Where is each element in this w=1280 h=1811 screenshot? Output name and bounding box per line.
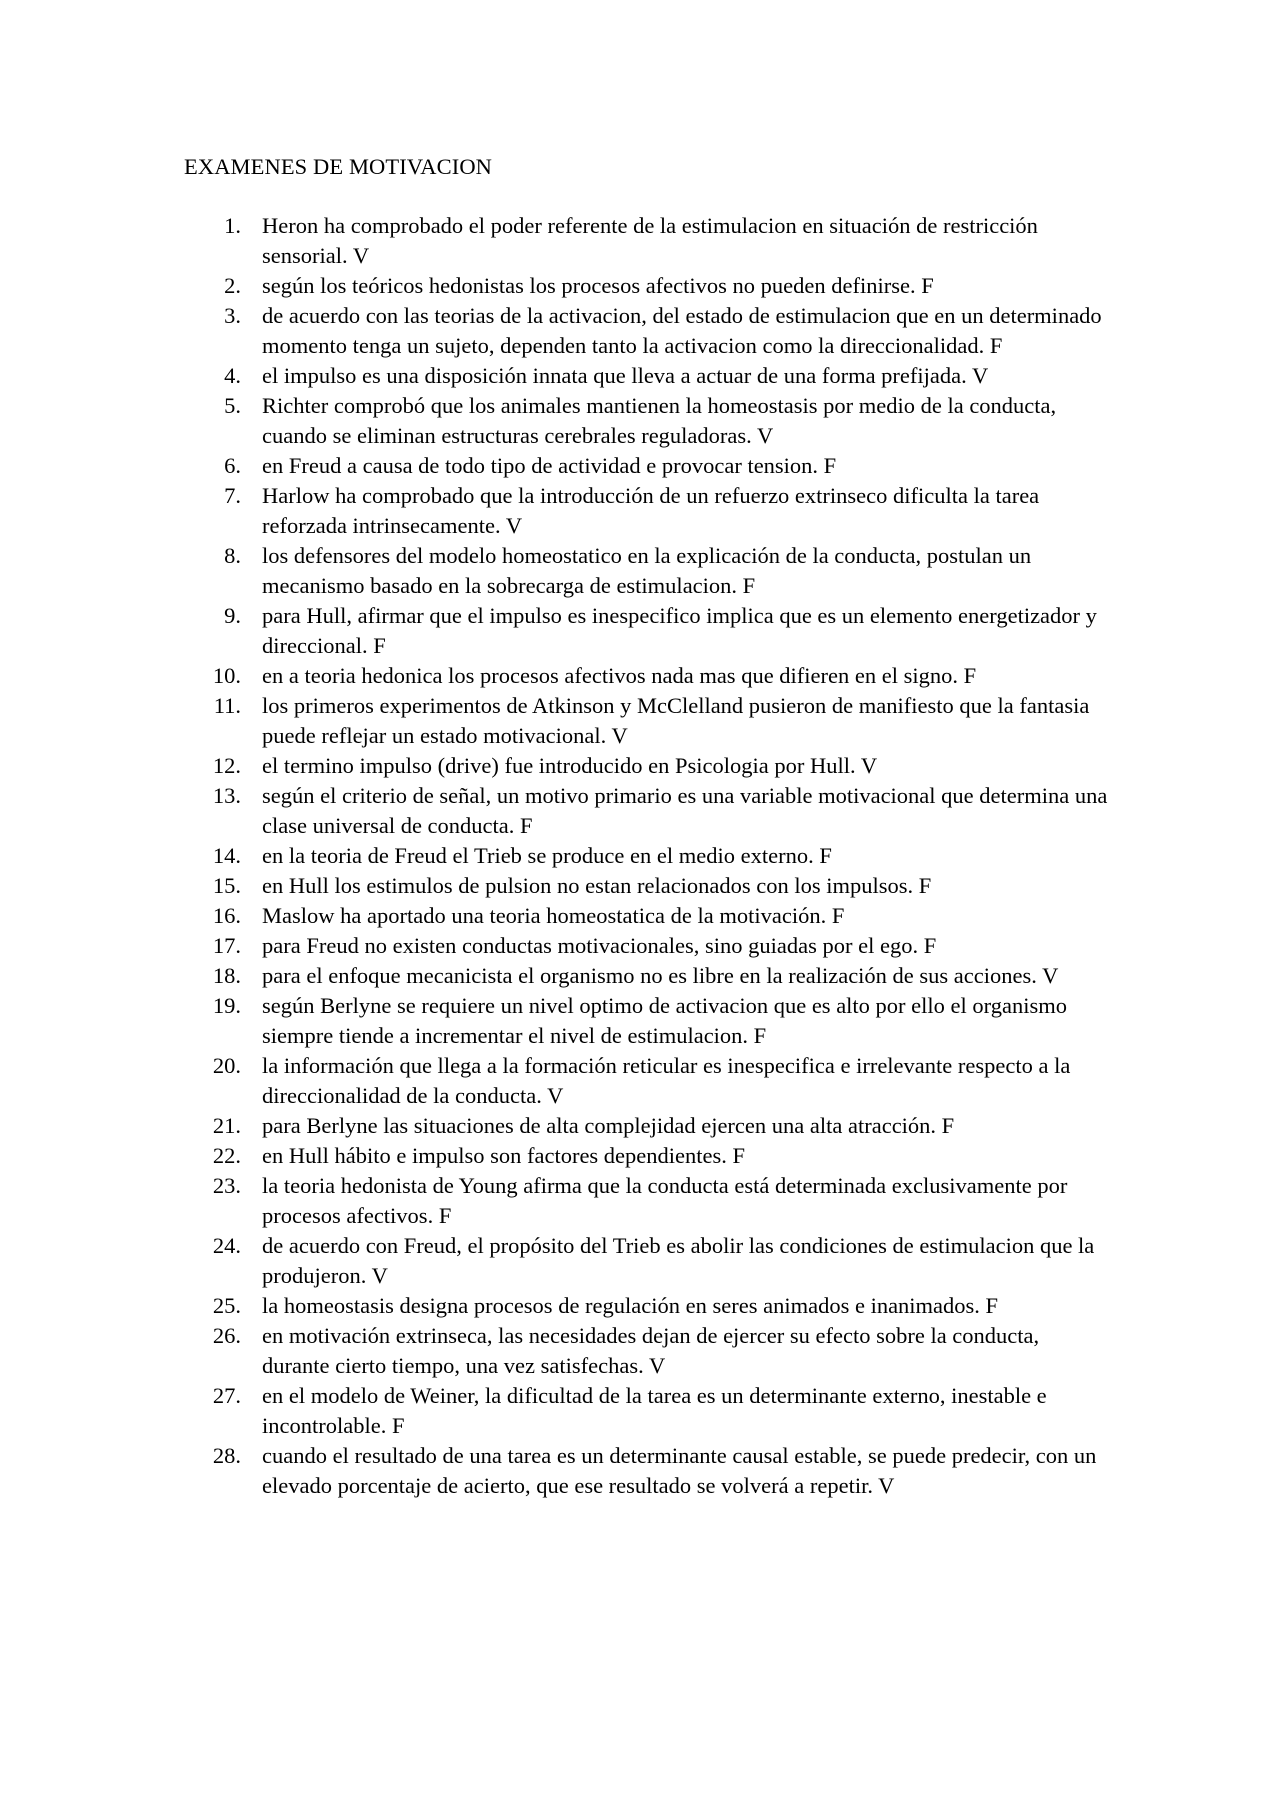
question-text: para Freud no existen conductas motivacionales, sino guiadas por el ego. F [262, 933, 937, 958]
question-item [0, 391, 1280, 451]
question-number: 10. [212, 663, 241, 688]
question-text: la información que llega a la formación reticular es inespecifica e irrelevante respecto a la direccionalidad de la conducta. V [262, 1053, 1071, 1108]
question-number: 7. [224, 483, 241, 508]
question-item [0, 211, 1280, 271]
question-text: para Hull, afirmar que el impulso es inespecifico implica que es un elemento energetizador y direccional. F [262, 603, 1097, 658]
question-number: 18. [212, 963, 241, 988]
question-item [0, 871, 1280, 901]
question-number: 13. [212, 783, 241, 808]
question-number: 15. [212, 873, 241, 898]
question-item [0, 301, 1280, 361]
question-item [0, 541, 1280, 601]
question-text: según el criterio de señal, un motivo primario es una variable motivacional que determina una clase universal de conducta. F [262, 783, 1108, 838]
document-title: EXAMENES DE MOTIVACION [184, 154, 493, 179]
question-item [0, 1111, 1280, 1141]
question-item [0, 451, 1280, 481]
question-text: los defensores del modelo homeostatico en la explicación de la conducta, postulan un mecanismo basado en la sobrecarga de estimulacion. F [262, 543, 1032, 598]
question-text: Richter comprobó que los animales mantienen la homeostasis por medio de la conducta, cuando se eliminan estructuras cerebrales reguladoras. V [262, 393, 1057, 448]
question-item [0, 991, 1280, 1051]
question-text: el impulso es una disposición innata que lleva a actuar de una forma prefijada. V [262, 363, 989, 388]
question-number: 4. [224, 363, 241, 388]
question-text: según los teóricos hedonistas los procesos afectivos no pueden definirse. F [262, 273, 934, 298]
question-number: 26. [212, 1323, 241, 1348]
question-item [0, 841, 1280, 871]
question-number: 16. [212, 903, 241, 928]
question-text: cuando el resultado de una tarea es un determinante causal estable, se puede predecir, con un elevado porcentaje de acierto, que ese resultado se volverá a repetir. V [262, 1443, 1097, 1498]
question-item [0, 661, 1280, 691]
question-text: para el enfoque mecanicista el organismo no es libre en la realización de sus acciones. V [262, 963, 1059, 988]
question-item [0, 751, 1280, 781]
question-text: el termino impulso (drive) fue introducido en Psicologia por Hull. V [262, 753, 878, 778]
question-number: 11. [213, 693, 241, 718]
question-item [0, 901, 1280, 931]
question-text: Heron ha comprobado el poder referente de la estimulacion en situación de restricción sensorial. V [262, 213, 1038, 268]
question-number: 25. [212, 1293, 241, 1318]
question-text: en Hull hábito e impulso son factores dependientes. F [262, 1143, 746, 1168]
question-number: 22. [212, 1143, 241, 1168]
question-item [0, 961, 1280, 991]
question-item [0, 691, 1280, 751]
question-number: 3. [224, 303, 241, 328]
question-item [0, 1051, 1280, 1111]
question-text: de acuerdo con las teorias de la activacion, del estado de estimulacion que en un determinado momento tenga un sujeto, dependen tanto la activacion como la direccionalidad. F [262, 303, 1102, 358]
question-number: 28. [212, 1443, 241, 1468]
question-number: 9. [224, 603, 241, 628]
question-number: 27. [212, 1383, 241, 1408]
question-item [0, 1321, 1280, 1381]
question-item [0, 1141, 1280, 1171]
question-number: 17. [212, 933, 241, 958]
question-item [0, 1231, 1280, 1291]
question-number: 2. [224, 273, 241, 298]
question-item [0, 1441, 1280, 1501]
question-item [0, 1171, 1280, 1231]
question-text: en Freud a causa de todo tipo de actividad e provocar tension. F [262, 453, 837, 478]
question-text: en a teoria hedonica los procesos afectivos nada mas que difieren en el signo. F [262, 663, 977, 688]
question-number: 21. [212, 1113, 241, 1138]
question-number: 20. [212, 1053, 241, 1078]
question-number: 19. [212, 993, 241, 1018]
question-text: en Hull los estimulos de pulsion no estan relacionados con los impulsos. F [262, 873, 932, 898]
question-text: la homeostasis designa procesos de regulación en seres animados e inanimados. F [262, 1293, 999, 1318]
question-item [0, 361, 1280, 391]
question-text: la teoria hedonista de Young afirma que la conducta está determinada exclusivamente por procesos afectivos. F [262, 1173, 1068, 1228]
question-item [0, 481, 1280, 541]
question-text: según Berlyne se requiere un nivel optimo de activacion que es alto por ello el organismo siempre tiende a incrementar el nivel de estimulacion. F [262, 993, 1067, 1048]
question-text: Maslow ha aportado una teoria homeostatica de la motivación. F [262, 903, 845, 928]
question-item [0, 1291, 1280, 1321]
question-number: 14. [212, 843, 241, 868]
question-number: 6. [224, 453, 241, 478]
question-text: los primeros experimentos de Atkinson y McClelland pusieron de manifiesto que la fantasia puede reflejar un estado motivacional. V [262, 693, 1090, 748]
question-number: 24. [212, 1233, 241, 1258]
question-item [0, 781, 1280, 841]
question-text: en el modelo de Weiner, la dificultad de la tarea es un determinante externo, inestable e incontrolable. F [262, 1383, 1047, 1438]
question-item [0, 931, 1280, 961]
question-text: de acuerdo con Freud, el propósito del Trieb es abolir las condiciones de estimulacion que la produjeron. V [262, 1233, 1095, 1288]
question-text: en la teoria de Freud el Trieb se produce en el medio externo. F [262, 843, 832, 868]
question-number: 1. [224, 213, 241, 238]
question-text: Harlow ha comprobado que la introducción de un refuerzo extrinseco dificulta la tarea reforzada intrinsecamente. V [262, 483, 1040, 538]
question-text: en motivación extrinseca, las necesidades dejan de ejercer su efecto sobre la conducta, durante cierto tiempo, una vez satisfechas. V [262, 1323, 1040, 1378]
question-number: 5. [224, 393, 241, 418]
question-number: 23. [212, 1173, 241, 1198]
question-item [0, 601, 1280, 661]
question-list [0, 211, 1280, 1501]
question-item [0, 271, 1280, 301]
question-item [0, 1381, 1280, 1441]
question-number: 12. [212, 753, 241, 778]
question-number: 8. [224, 543, 241, 568]
question-text: para Berlyne las situaciones de alta complejidad ejercen una alta atracción. F [262, 1113, 955, 1138]
